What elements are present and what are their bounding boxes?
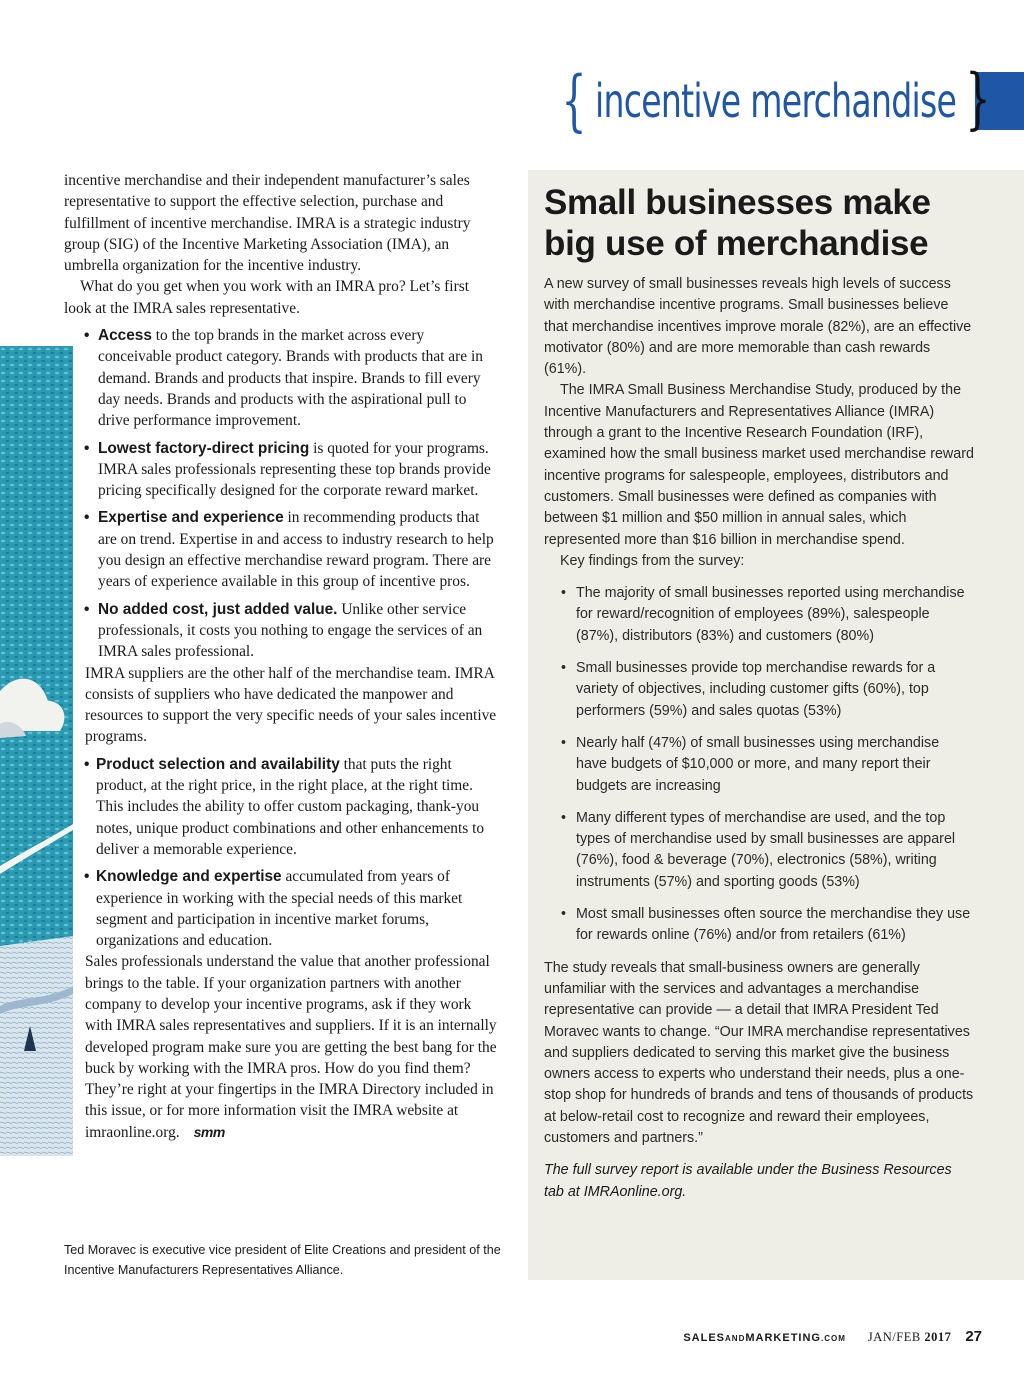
bullet-text: that puts the right product, at the right price, in the right place, at the right time. This includes the ability to offer custom packaging, thank-you notes, unique product combinations and other enhancements to deliver a memorable experience. xyxy=(96,755,485,858)
list-item: • Expertise and experience in recommending products that are on trend. Expertise in and access to industry research to help you design an effective merchandise reward program. There are years of experience available in this group of incentive pros. xyxy=(84,509,494,591)
paragraph: IMRA suppliers are the other half of the merchandise team. IMRA consists of suppliers who have dedicated the manpower and resources to support the very specific needs of your sales incentive programs. xyxy=(85,664,497,746)
issue-date: JAN/FEB 2017 xyxy=(867,1330,952,1344)
bullet-text: is quoted for your programs. IMRA sales professionals representing these top brands provide pricing specifically designed for the corporate reward market. xyxy=(98,439,491,500)
header-close-bracket: } xyxy=(965,60,991,137)
paragraph: The IMRA Small Business Merchandise Study, produced by the Incentive Manufacturers and Representatives Alliance (IMRA) through a grant to the Incentive Research Foundation (IRF), examined how the small business market used merchandise reward incentive programs for salespeople, employees, distributors and customers. Small businesses were defined as companies with between $1 million and $50 million in annual sales, which represented more than $16 billion in merchandise spend. xyxy=(544,382,974,548)
finding-text: Most small businesses often source the merchandise they use for rewards online (76%) and/or from retailers (61%) xyxy=(576,906,971,944)
page-footer xyxy=(683,1328,982,1345)
sidebar-content xyxy=(544,182,974,1203)
paragraph: The study reveals that small-business owners are generally unfamiliar with the services and advantages a merchandise representative can provide — a detail that IMRA President Ted Moravec wants to change. “Our IMRA merchandise representatives and suppliers dedicated to serving this market give the business owners access to experts who understand their needs, plus a one-stop shop for hundreds of brands and tens of thousands of products at below-retail cost to recognize and reward their employees, customers and partners.” xyxy=(544,959,974,1146)
publication-site: SALESANDMARKETING.COM xyxy=(683,1332,846,1344)
list-item: • Small businesses provide top merchandise rewards for a variety of objectives, including customer gifts (60%), top performers (59%) and sales quotas (53%) xyxy=(561,660,936,719)
paragraph xyxy=(64,951,500,1143)
paragraph: Key findings from the survey: xyxy=(560,552,745,569)
finding-text: The majority of small businesses reported using merchandise for reward/recognition of employees (89%), salespeople (87%), distributors (83%) and customers (80%) xyxy=(576,585,965,644)
list-item: • Nearly half (47%) of small businesses using merchandise have budgets of $10,000 or more, and many report their budgets are increasing xyxy=(561,734,940,794)
list-item: • Product selection and availability that puts the right product, at the right price, in the right place, at the right time. This includes the ability to offer custom packaging, thank-you notes, unique product combinations and other enhancements to deliver a memorable experience. xyxy=(84,755,485,858)
bullet-text: in recommending products that are on trend. Expertise in and access to industry research to help you design an effective merchandise reward program. There are years of experience available in this group of incentive pros. xyxy=(98,509,494,591)
paragraph: A new survey of small businesses reveals high levels of success with merchandise incentive programs. Small businesses believe that merchandise incentives improve morale (82%), are an effective motivator (80%) and are more memorable than cash rewards (61%). xyxy=(544,276,972,378)
section-title: incentive merchandise xyxy=(595,74,957,128)
section-header xyxy=(553,60,991,139)
bullet-lead: Knowledge and expertise xyxy=(96,868,282,886)
list-item: • Most small businesses often source the merchandise they use for rewards online (76%) and/or from retailers (61%) xyxy=(561,906,971,944)
bullet-lead: Product selection and availability xyxy=(96,755,340,773)
bullet-text: Unlike other service professionals, it costs you nothing to engage the services of an IMRA sales professional. xyxy=(98,600,483,661)
list-item: • Lowest factory-direct pricing is quoted for your programs. IMRA sales professionals representing these top brands provide pricing specifically designed for the corporate reward market. xyxy=(84,439,491,500)
author-bio: Ted Moravec is executive vice president of Elite Creations and president of the Incentive Manufacturers Representatives Alliance. xyxy=(64,1243,501,1277)
bullet-text: to the top brands in the market across every conceivable product category. Brands with products that are in demand. Brands and products that inspire. Brands to fill every day needs. Brands and products with the aspirational pull to drive performance improvement. xyxy=(98,327,483,430)
bullet-lead: Expertise and experience xyxy=(98,509,284,527)
bullet-lead: Access xyxy=(98,327,152,345)
paragraph: incentive merchandise and their independent manufacturer’s sales representative to support the effective selection, purchase and fulfillment of incentive merchandise. IMRA is a strategic industry group (SIG) of the Incentive Marketing Association (IMA), an umbrella organization for the incentive industry. xyxy=(64,172,471,275)
finding-text: Nearly half (47%) of small businesses using merchandise have budgets of $10,000 or more, and many report their budgets are increasing xyxy=(576,734,940,794)
article-body xyxy=(64,170,500,1143)
page-number: 27 xyxy=(965,1328,982,1345)
list-item: • The majority of small businesses reported using merchandise for reward/recognition of employees (89%), salespeople (87%), distributors (83%) and customers (80%) xyxy=(561,585,965,644)
bullet-lead: Lowest factory-direct pricing xyxy=(98,439,310,457)
list-item: • Many different types of merchandise are used, and the top types of merchandise used by small businesses are apparel (76%), food & beverage (70%), electronics (58%), writing instruments (57%) and sporting goods (53%) xyxy=(561,809,956,890)
list-item: • No added cost, just added value. Unlike other service professionals, it costs you nothing to engage the services of an IMRA sales professional. xyxy=(84,600,483,661)
list-item: • Access to the top brands in the market across every conceivable product category. Brands with products that are in demand. Brands and products that inspire. Brands to fill every day needs. Brands and products with the aspirational pull to drive performance improvement. xyxy=(84,327,483,430)
end-mark: smm xyxy=(193,1123,225,1140)
paragraph: What do you get when you work with an IMRA pro? Let’s first look at the IMRA sales representative. xyxy=(64,278,469,317)
sidebar-note: The full survey report is available under the Business Resources tab at IMRAonline.org. xyxy=(544,1162,952,1200)
finding-text: Many different types of merchandise are used, and the top types of merchandise used by small businesses are apparel (76%), food & beverage (70%), electronics (58%), writing instruments (57%) and sporting goods (53%) xyxy=(576,809,956,890)
header-open-bracket: { xyxy=(561,62,587,139)
sidebar-headline: Small businesses make big use of merchandise xyxy=(544,183,931,263)
list-item: • Knowledge and expertise accumulated from years of experience in working with the special needs of this market segment and participation in incentive market forums, organizations and education. xyxy=(84,868,463,950)
bullet-text: accumulated from years of experience in working with the special needs of this market segment and participation in incentive market forums, organizations and education. xyxy=(96,868,463,950)
bullet-lead: No added cost, just added value. xyxy=(98,600,338,618)
decorative-illustration xyxy=(0,346,73,1156)
closing-text: Sales professionals understand the value that another professional brings to the table. If your organization partners with another company to develop your incentive programs, ask if they work with IMRA sales representatives and suppliers. If it is an internally developed program make sure you are getting the best bang for the buck by working with the IMRA pros. How do you find them? They’re right at your fingertips in the IMRA Directory included in this issue, or for more information visit the IMRA website at imraonline.org. xyxy=(85,953,497,1141)
finding-text: Small businesses provide top merchandise rewards for a variety of objectives, including customer gifts (60%), top performers (59%) and sales quotas (53%) xyxy=(576,660,936,719)
